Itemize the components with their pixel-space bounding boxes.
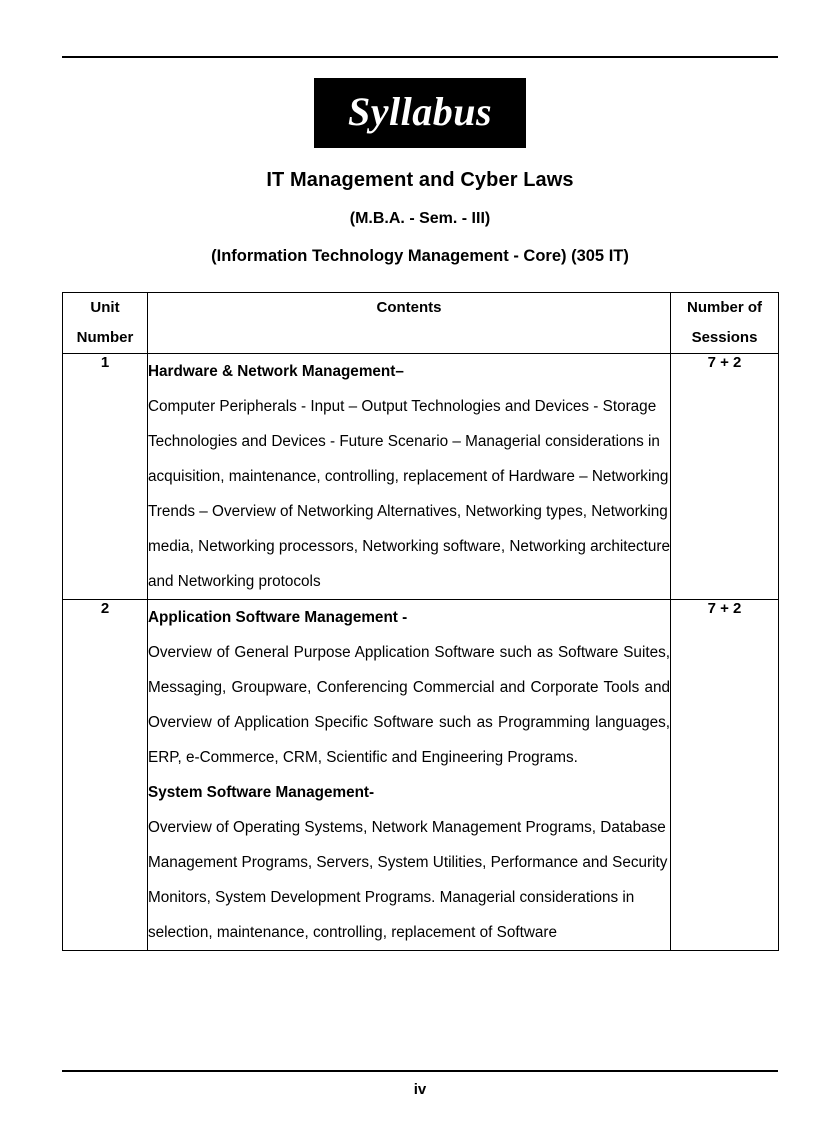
content-paragraph: Computer Peripherals - Input – Output Technologies and Devices - Storage Technologies and Devices - Future Scenario – Managerial considerations in acquisition, maintenance, controlling, replacement of Hardware – Networking Trends – Overview of Networking Alternatives, Networking types, Networking media, Networking processors, Networking software, Networking architecture and Networking protocols [148,398,670,590]
column-header-contents-label: Contents [376,299,442,316]
column-header-contents [148,293,671,354]
course-stream-code: (Information Technology Management - Core) (305 IT) [211,247,629,265]
table-row [63,354,779,600]
course-heading-block [0,170,840,265]
page-number: iv [413,1081,427,1098]
course-semester: (M.B.A. - Sem. - III) [349,210,491,227]
column-header-unit-line2: Number [76,329,134,346]
course-title: IT Management and Cyber Laws [266,169,574,191]
column-header-sessions-line2: Sessions [691,329,758,346]
syllabus-table [62,292,779,951]
column-header-sessions-line1: Number of [687,299,762,316]
unit-sessions: 7 + 2 [671,600,779,951]
column-header-unit-line1: Unit [90,299,120,316]
column-header-sessions [671,293,779,354]
column-header-unit-number [63,293,148,354]
content-subheading: Hardware & Network Management– [148,363,404,380]
table-row [63,600,779,951]
syllabus-banner-title: Syllabus [314,78,526,148]
footer-rule [62,1070,778,1072]
table-header-row [63,293,779,354]
content-paragraph: Overview of Operating Systems, Network Management Programs, Database Management Programs, Servers, System Utilities, Performance and Security Monitors, System Development Programs. Managerial considerations in selection, maintenance, controlling, replacement of Software [148,819,668,941]
syllabus-banner-container [0,78,840,148]
unit-contents [148,354,671,600]
content-paragraph: Overview of General Purpose Application Software such as Software Suites, Messaging, Groupware, Conferencing Commercial and Corporate Tools and Overview of Application Specific Software such as Programming languages, ERP, e-Commerce, CRM, Scientific and Engineering Programs. [148,644,670,766]
header-rule [62,56,778,58]
unit-number: 2 [63,600,148,951]
content-subheading: Application Software Management - [148,609,408,626]
unit-contents [148,600,671,951]
unit-sessions: 7 + 2 [671,354,779,600]
unit-number: 1 [63,354,148,600]
content-subheading: System Software Management- [148,784,375,801]
